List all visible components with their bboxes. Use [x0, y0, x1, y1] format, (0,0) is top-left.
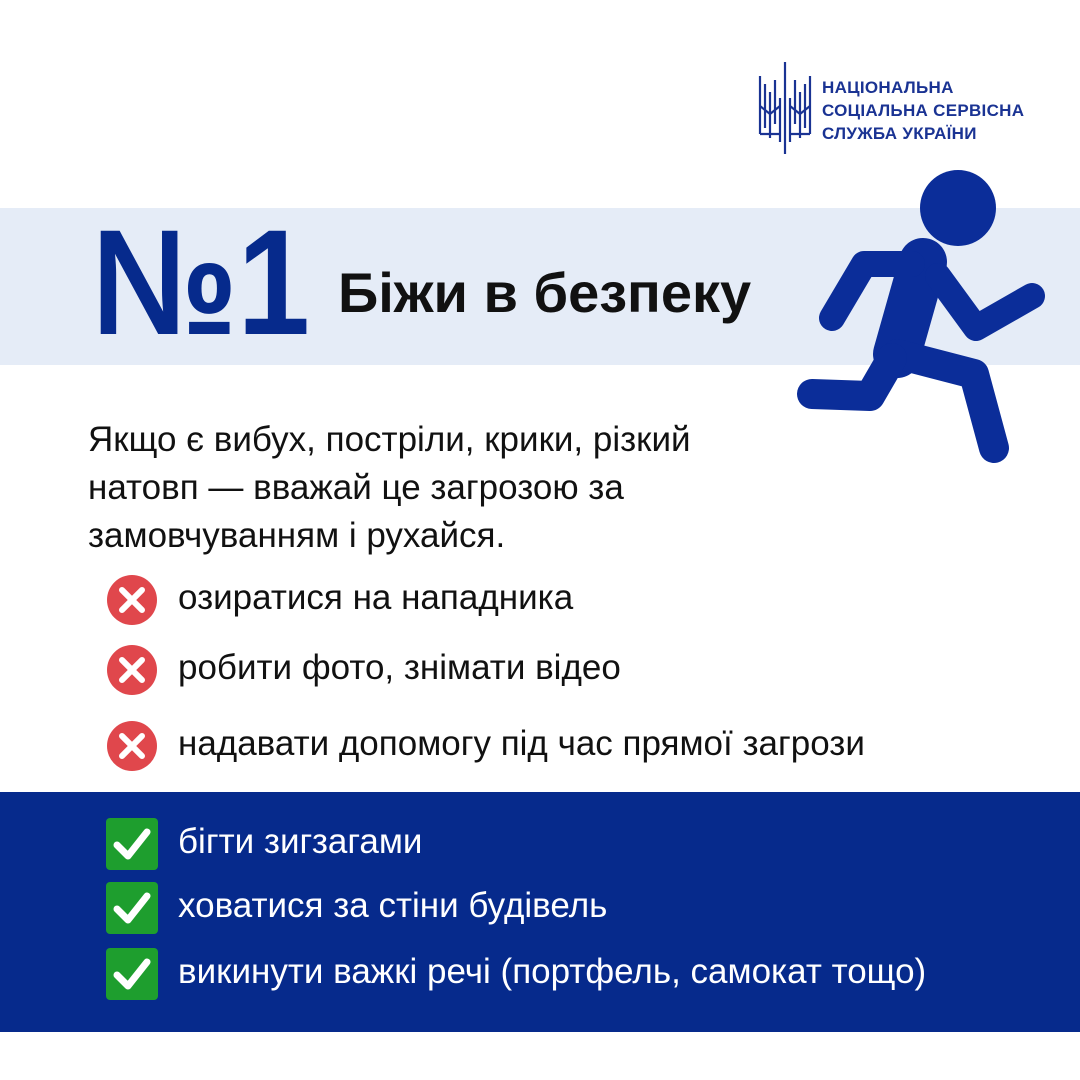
green-check-box-icon [106, 818, 158, 870]
dont-list-item [106, 640, 1066, 696]
intro-line: замовчуванням і рухайся. [88, 516, 506, 555]
dont-list-item [106, 570, 1066, 626]
page-title: Біжи в безпеку [338, 261, 752, 324]
logo-line: СЛУЖБА УКРАЇНИ [822, 124, 977, 143]
nsss-emblem-icon [756, 62, 816, 154]
dont-list-item [106, 716, 1066, 772]
do-list-item [106, 814, 1066, 870]
red-x-circle-icon [106, 720, 158, 772]
do-list-item [106, 944, 1066, 1000]
rule-number [92, 198, 312, 366]
logo-text [822, 76, 1024, 145]
dont-item-text: надавати допомогу під час прямої загрози [178, 724, 865, 763]
intro-paragraph [88, 416, 848, 560]
green-check-box-icon [106, 948, 158, 1000]
intro-line: Якщо є вибух, постріли, крики, різкий [88, 420, 691, 459]
rule-number-text: №1 [92, 198, 310, 366]
do-list-item [106, 878, 1066, 934]
dont-item-text: озиратися на нападника [178, 578, 574, 617]
nsss-logo [756, 62, 1056, 154]
intro-line: натовп — вважай це загрозою за [88, 468, 624, 507]
do-item-text: ховатися за стіни будівель [178, 886, 608, 925]
green-check-box-icon [106, 882, 158, 934]
dont-item-text: робити фото, знімати відео [178, 648, 621, 687]
do-item-text: бігти зигзагами [178, 822, 423, 861]
red-x-circle-icon [106, 644, 158, 696]
logo-line: НАЦІОНАЛЬНА [822, 78, 954, 97]
red-x-circle-icon [106, 574, 158, 626]
do-item-text: викинути важкі речі (портфель, самокат тощо) [178, 952, 927, 991]
logo-line: СОЦІАЛЬНА СЕРВІСНА [822, 101, 1025, 120]
